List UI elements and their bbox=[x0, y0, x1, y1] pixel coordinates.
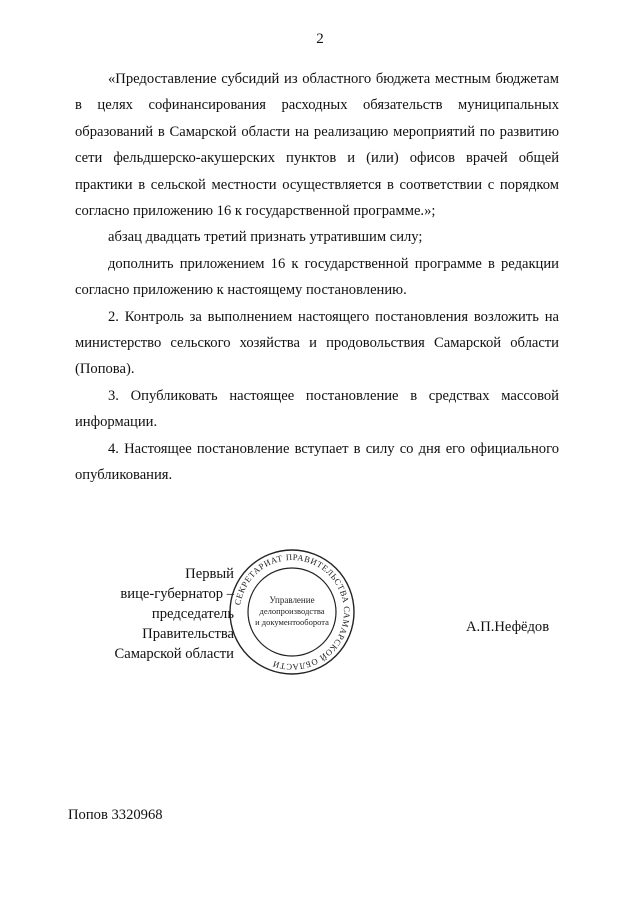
page-number: 2 bbox=[316, 31, 324, 47]
signatory-title bbox=[58, 564, 234, 664]
signatory-title-line: Первый bbox=[185, 566, 234, 582]
signatory-title-line: председатель Правительства bbox=[142, 606, 234, 642]
paragraph: дополнить приложением 16 к государственной программе в редакции согласно приложению к настоящему постановлению. bbox=[75, 255, 559, 299]
stamp-text-line: Управление bbox=[269, 595, 315, 605]
signatory-title-line: вице-губернатор – bbox=[120, 586, 234, 602]
body-text bbox=[75, 66, 559, 489]
paragraph: абзац двадцать третий признать утратившим силу; bbox=[108, 229, 423, 246]
paragraph: 4. Настоящее постановление вступает в силу со дня его официального опубликования. bbox=[75, 440, 559, 484]
stamp-ring-text: СЕКРЕТАРИАТ ПРАВИТЕЛЬСТВА САМАРСКОЙ ОБЛАСТИ bbox=[232, 551, 353, 673]
stamp-text-line: делопроизводства bbox=[259, 606, 325, 616]
paragraph: 2. Контроль за выполнением настоящего постановления возложить на министерство сельского хозяйства и продовольствия Самарской области (Попова). bbox=[75, 308, 559, 378]
paragraph: «Предоставление субсидий из областного бюджета местным бюджетам в целях софинансирования расходных обязательств муниципальных образований в Самарской области на реализацию мероприятий по развитию сети фельдшерско-акушерских пунктов и (или) офисов врачей общей практики в сельской местности осуществляется в соответствии с порядком согласно приложению 16 к государственной программе.»; bbox=[75, 71, 559, 220]
signatory-title-line: Самарской области bbox=[114, 646, 234, 662]
paragraph: 3. Опубликовать настоящее постановление в средствах массовой информации. bbox=[75, 387, 559, 431]
official-stamp bbox=[228, 548, 356, 676]
footer-note: Попов 3320968 bbox=[68, 807, 163, 823]
signatory-name: А.П.Нефёдов bbox=[466, 619, 550, 635]
stamp-text-line: и документооборота bbox=[255, 617, 329, 627]
